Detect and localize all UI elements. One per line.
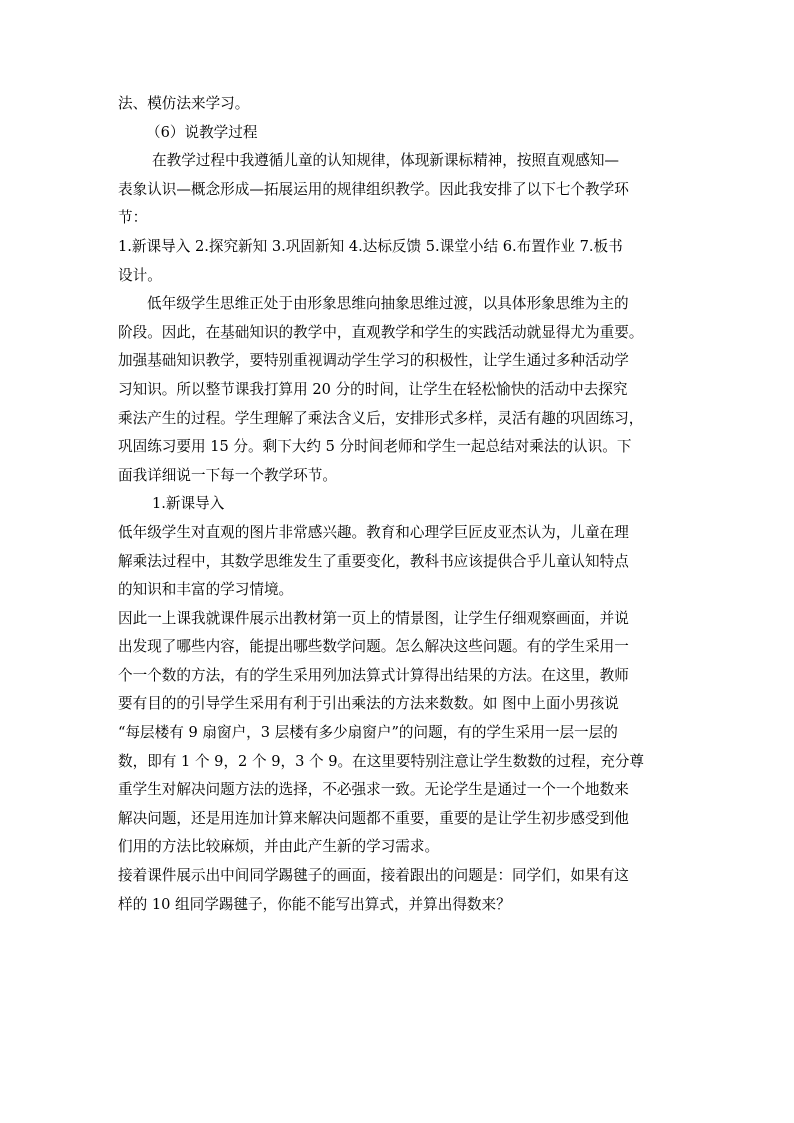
body-text-line: 加强基础知识教学，要特别重视调动学生学习的积极性，让学生通过多种活动学 xyxy=(118,352,629,370)
paragraph-first-line: 低年级学生思维正处于由形象思维向抽象思维过渡，以具体形象思维为主的 xyxy=(147,295,629,313)
body-text-line: 接着课件展示出中间同学踢毽子的画面，接着跟出的问题是：同学们，如果有这 xyxy=(118,867,629,885)
paragraph-first-line: 1.新课导入 xyxy=(152,495,225,513)
body-text-line: 数，即有 1 个 9，2 个 9，3 个 9。在这里要特别注意让学生数数的过程，充分尊 xyxy=(118,752,644,770)
body-text-line: 个一个数的方法，有的学生采用列加法算式计算得出结果的方法。在这里，教师 xyxy=(118,666,629,684)
body-text-line: 低年级学生对直观的图片非常感兴趣。教育和心理学巨匠皮亚杰认为，儿童在理 xyxy=(118,523,629,541)
body-text-line: 节： xyxy=(118,209,148,227)
body-text-line: 1.新课导入 2.探究新知 3.巩固新知 4.达标反馈 5.课堂小结 6.布置作业 7.板书 xyxy=(118,237,623,255)
body-text-line: 的知识和丰富的学习情境。 xyxy=(118,581,294,599)
body-text-line: 因此一上课我就课件展示出教材第一页上的情景图，让学生仔细观察画面，并说 xyxy=(118,609,629,627)
body-text-line: 出发现了哪些内容，能提出哪些数学问题。怎么解决这些问题。有的学生采用一 xyxy=(118,638,629,656)
body-text-line: “每层楼有 9 扇窗户，3 层楼有多少扇窗户”的问题，有的学生采用一层一层的 xyxy=(118,724,618,742)
body-text-line: 解乘法过程中，其数学思维发生了重要变化，教科书应该提供合乎儿童认知特点 xyxy=(118,552,629,570)
body-text-line: 面我详细说一下每一个教学环节。 xyxy=(118,466,337,484)
body-text-line: 要有目的的引导学生采用有利于引出乘法的方法来数数。如 图中上面小男孩说 xyxy=(118,695,619,713)
body-text-line: 重学生对解决问题方法的选择，不必强求一致。无论学生是通过一个一个地数来 xyxy=(118,781,629,799)
body-text-line: 表象认识—概念形成—拓展运用的规律组织教学。因此我安排了以下七个教学环 xyxy=(118,180,629,198)
document-page xyxy=(118,90,678,919)
body-text-line: 样的 10 组同学踢毽子，你能不能写出算式，并算出得数来？ xyxy=(118,895,511,913)
body-text-line: 设计。 xyxy=(118,266,162,284)
body-text-line: 习知识。所以整节课我打算用 20 分的时间，让学生在轻松愉快的活动中去探究 xyxy=(118,380,628,398)
body-text-line: 们用的方法比较麻烦，并由此产生新的学习需求。 xyxy=(118,838,440,856)
body-text-line: 乘法产生的过程。学生理解了乘法含义后，安排形式多样，灵活有趣的巩固练习， xyxy=(118,409,644,427)
section-heading-line: （6）说教学过程 xyxy=(146,123,258,141)
body-text-line: 阶段。因此，在基础知识的教学中，直观教学和学生的实践活动就显得尤为重要。 xyxy=(118,323,644,341)
paragraph-first-line: 在教学过程中我遵循儿童的认知规律，体现新课标精神，按照直观感知— xyxy=(152,152,620,170)
body-text-line: 解决问题，还是用连加计算来解决问题都不重要，重要的是让学生初步感受到他 xyxy=(118,809,629,827)
body-text-line: 法、模仿法来学习。 xyxy=(118,95,250,112)
body-text-line: 巩固练习要用 15 分。剩下大约 5 分时间老师和学生一起总结对乘法的认识。下 xyxy=(118,438,632,456)
